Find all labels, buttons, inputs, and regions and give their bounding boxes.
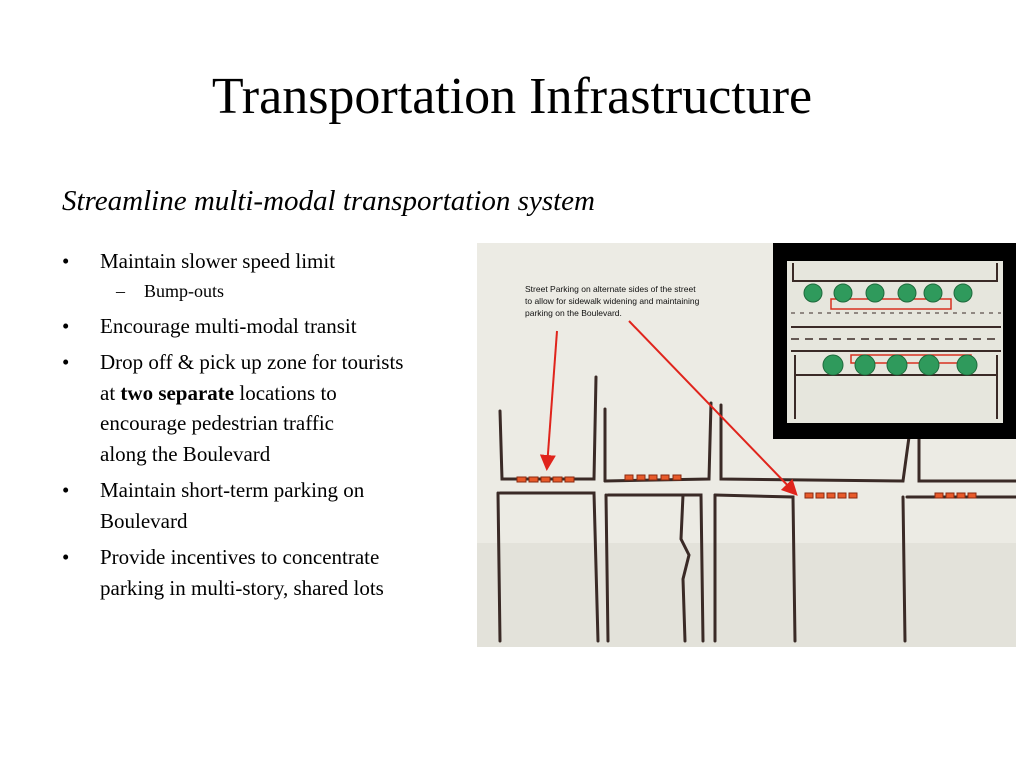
bullet-text-post: locations to: [234, 380, 337, 405]
bullet-item: [58, 347, 478, 469]
bullet-marker: •: [62, 478, 70, 502]
bullet-item: [58, 542, 478, 603]
bullet-text: Provide incentives to concentrate: [100, 545, 380, 569]
bullet-marker: •: [62, 350, 70, 374]
bullet-text: Encourage multi-modal transit: [100, 313, 357, 338]
bullet-text: Boulevard: [100, 508, 188, 533]
bullet-text: along the Boulevard: [100, 441, 271, 466]
sub-bullet-item: [58, 277, 478, 305]
inset-street-plan: [773, 243, 1016, 439]
annotation-text: parking on the Boulevard.: [525, 308, 622, 318]
bullet-item: [58, 311, 478, 342]
slide-subtitle: Streamline multi-modal transportation system: [62, 185, 595, 217]
street-sketch-drawing: [477, 243, 1016, 647]
bullet-item: [58, 475, 478, 536]
bullet-list: [58, 246, 478, 603]
sub-bullet-text: Bump-outs: [144, 280, 225, 301]
sub-bullet-marker: –: [116, 280, 125, 301]
bullet-text-pre: at: [100, 380, 121, 405]
bullet-marker: •: [62, 249, 70, 273]
bullet-text: Drop off & pick up zone for tourists: [100, 350, 404, 374]
bullet-item: [58, 246, 478, 277]
bullet-text: [100, 378, 478, 409]
bullet-marker: •: [62, 313, 70, 338]
bullet-text: Maintain slower speed limit: [100, 249, 336, 273]
bullet-text: Maintain short-term parking on: [100, 478, 365, 502]
bullet-marker: •: [62, 545, 70, 569]
bullet-text: encourage pedestrian traffic: [100, 411, 334, 435]
slide-title: Transportation Infrastructure: [211, 68, 813, 125]
bullet-text-emphasis: two separate: [120, 380, 235, 405]
paper-shading: [477, 543, 1016, 647]
annotation-text: to allow for sidewalk widening and maintaining: [525, 296, 700, 306]
bullet-text: parking in multi-story, shared lots: [100, 575, 384, 600]
street-sketch-photo: [477, 243, 1016, 647]
annotation-text: Street Parking on alternate sides of the street: [525, 284, 696, 294]
